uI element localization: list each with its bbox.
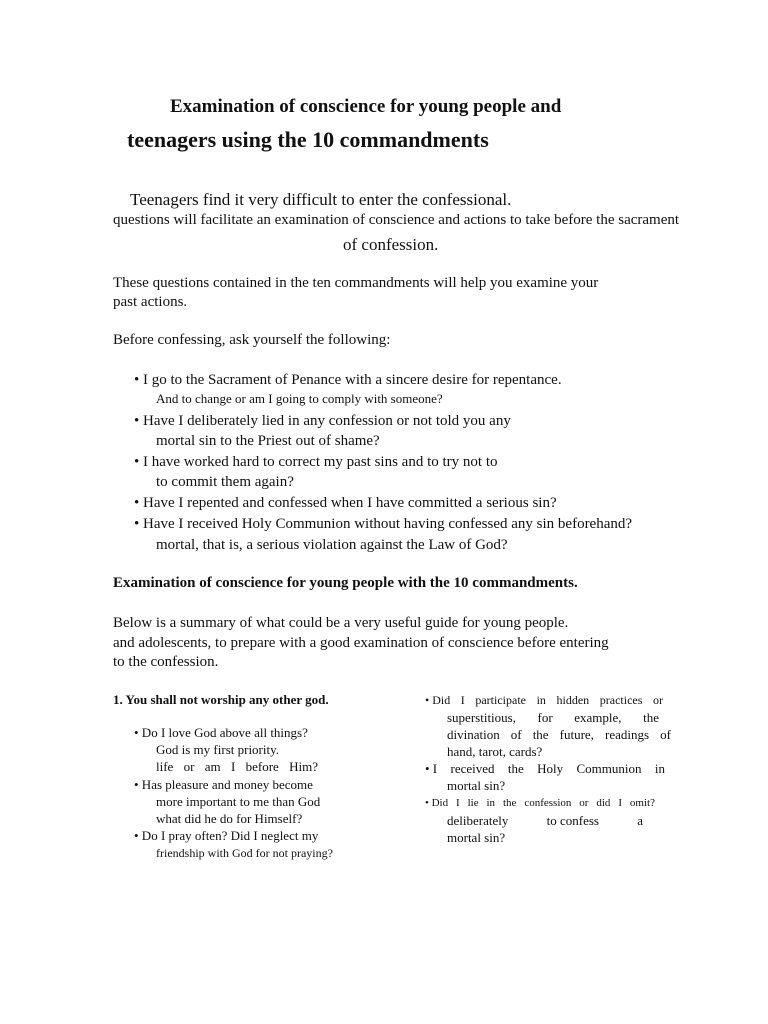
bullet-2-line-1: • Have I deliberately lied in any confession or not told you any	[134, 413, 511, 429]
word: Holy	[537, 761, 564, 776]
right-item-1-line-4: hand, tarot, cards?	[447, 744, 543, 759]
word: deliberately	[447, 813, 509, 828]
right-item-1-line-3	[447, 728, 671, 743]
word: lie	[467, 797, 479, 809]
word: • I	[425, 761, 438, 776]
para1-line-2: past actions.	[113, 294, 188, 310]
word: did	[596, 797, 611, 809]
right-item-3-line-3: mortal sin?	[447, 830, 506, 845]
bullet-5-line-1: • Have I received Holy Communion without having confessed any sin beforehand?	[134, 516, 633, 532]
word: superstitious,	[447, 710, 516, 725]
para3-line-3: to the confession.	[113, 654, 219, 670]
left-item-1-line-2: God is my first priority.	[156, 742, 280, 757]
word: am	[204, 759, 221, 774]
word: for	[537, 710, 553, 725]
word: the	[532, 727, 549, 742]
word: in	[654, 761, 665, 776]
word: or	[579, 797, 589, 809]
title-line-2: teenagers using the 10 commandments	[127, 127, 489, 152]
word: the	[502, 797, 517, 809]
subheading: Examination of conscience for young people with the 10 commandments.	[113, 575, 578, 591]
word: I	[456, 797, 460, 809]
word: of	[510, 727, 522, 742]
word: Communion	[576, 761, 642, 776]
word: before	[245, 759, 279, 774]
bullet-3-line-2: to commit them again?	[156, 474, 294, 490]
word: to confess	[546, 813, 599, 828]
word: example,	[574, 710, 622, 725]
left-item-1-line-1: • Do I love God above all things?	[134, 725, 308, 740]
intro-line-2: questions will facilitate an examination of conscience and actions to take before the sacrament	[113, 212, 680, 228]
right-item-3-line-2	[447, 814, 643, 829]
word: I	[618, 797, 622, 809]
title-line-1: Examination of conscience for young people and	[170, 96, 562, 117]
right-item-2-line-1	[425, 762, 665, 777]
word: divination	[447, 727, 500, 742]
word: in	[536, 693, 546, 707]
word: a	[637, 813, 643, 828]
word: Him?	[289, 759, 318, 774]
word: participate	[475, 693, 526, 707]
word: omit?	[629, 797, 655, 809]
word: • Did	[425, 693, 451, 707]
word: or	[183, 759, 195, 774]
word: the	[643, 710, 659, 725]
word: of	[660, 727, 671, 742]
word: confession	[524, 797, 572, 809]
word: future,	[559, 727, 594, 742]
word: or	[652, 693, 663, 707]
right-item-3-line-1	[425, 797, 655, 810]
left-item-3-line-2: friendship with God for not praying?	[156, 846, 333, 860]
para3-line-1: Below is a summary of what could be a very useful guide for young people.	[113, 615, 569, 631]
word: practices	[599, 693, 643, 707]
left-col-heading: 1. You shall not worship any other god.	[113, 692, 329, 707]
word: I	[460, 693, 465, 707]
left-item-2-line-1: • Has pleasure and money become	[134, 777, 313, 792]
bullet-3-line-1: • I have worked hard to correct my past sins and to try not to	[134, 454, 498, 470]
word: hidden	[556, 693, 590, 707]
left-item-3-line-1: • Do I pray often? Did I neglect my	[134, 828, 319, 843]
bullet-5-line-2: mortal, that is, a serious violation against the Law of God?	[156, 537, 508, 553]
bullet-1-line-2: And to change or am I going to comply with someone?	[156, 391, 443, 406]
right-item-2-line-2: mortal sin?	[447, 778, 506, 793]
bullet-2-line-2: mortal sin to the Priest out of shame?	[156, 433, 380, 449]
word: in	[486, 797, 496, 809]
left-item-2-line-2: more important to me than God	[156, 794, 321, 809]
right-item-1-line-2	[447, 711, 659, 726]
intro-line-1: Teenagers find it very difficult to enter the confessional.	[130, 190, 512, 209]
para1-line-1: These questions contained in the ten commandments will help you examine your	[113, 275, 599, 291]
intro-line-3: of confession.	[343, 235, 439, 254]
para2: Before confessing, ask yourself the following:	[113, 332, 391, 348]
para3-line-2: and adolescents, to prepare with a good examination of conscience before entering	[113, 635, 609, 651]
left-item-2-line-3: what did he do for Himself?	[156, 811, 303, 826]
right-item-1-line-1	[425, 694, 663, 708]
word: received	[450, 761, 495, 776]
word: the	[507, 761, 524, 776]
word: I	[230, 759, 236, 774]
word: readings	[605, 727, 650, 742]
bullet-4-line-1: • Have I repented and confessed when I have committed a serious sin?	[134, 495, 557, 511]
bullet-1-line-1: • I go to the Sacrament of Penance with a sincere desire for repentance.	[134, 372, 562, 388]
word: life	[156, 759, 174, 774]
word: • Did	[425, 797, 449, 809]
left-item-1-line-3	[156, 760, 318, 775]
